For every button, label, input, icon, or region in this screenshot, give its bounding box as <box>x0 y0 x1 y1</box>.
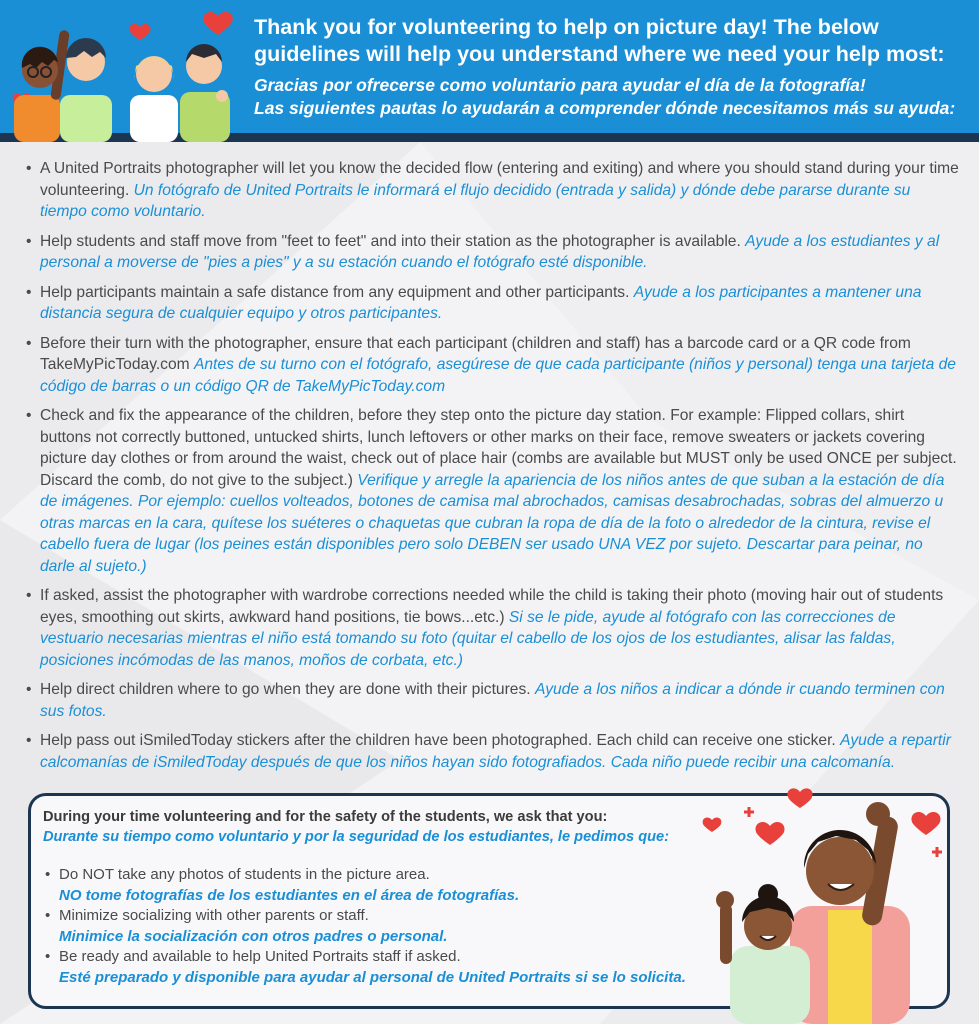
heart-icon <box>129 24 150 40</box>
safety-item-en: Be ready and available to help United Portraits staff if asked. <box>59 948 461 965</box>
guideline-en: Help students and staff move from "feet to feet" and into their station as the photographer is available. <box>40 232 741 250</box>
safety-box-title-spanish: Durante su tiempo como voluntario y por la seguridad de los estudiantes, le pedimos que: <box>43 829 670 845</box>
guideline-item <box>24 730 959 773</box>
guideline-es: Ayude a los niños a indicar a dónde ir cuando terminen con sus fotos. <box>40 681 945 720</box>
guideline-item <box>24 679 959 722</box>
safety-item-en: Minimize socializing with other parents or staff. <box>59 907 369 924</box>
guideline-es: Ayude a los estudiantes y al personal a moverse de "pies a pies" y a su estación cuando el fotógrafo esté disponible. <box>40 232 940 271</box>
waving-kids-illustration <box>690 776 979 1024</box>
volunteers-illustration <box>0 0 250 142</box>
guidelines-list <box>24 158 959 781</box>
safety-item <box>43 906 723 947</box>
guideline-es: Si se le pide, ayude al fotógrafo con las correcciones de vestuario necesarias mientras el niño está tomando su foto (quitar el cabello de los ojos de los estudiantes, alisar las faldas, posiciones incómodas de las manos, moños de corbata, etc.) <box>40 608 896 669</box>
guideline-es: Ayude a repartir calcomanías de iSmiledToday después de que los niños hayan sido fotografiados. Cada niño puede recibir una calcomanía. <box>40 732 951 771</box>
guideline-en: Help pass out iSmiledToday stickers after the children have been photographed. Each child can receive one sticker. <box>40 732 836 749</box>
heart-icon <box>203 12 233 35</box>
safety-box-title: During your time volunteering and for the safety of the students, we ask that you: <box>43 809 608 825</box>
safety-list <box>43 865 723 988</box>
safety-item <box>43 947 723 988</box>
safety-item-es: Minimice la socialización con otros padres o personal. <box>59 927 448 945</box>
guideline-item <box>24 158 959 223</box>
guideline-es: Verifique y arregle la apariencia de los niños antes de que suban a la estación de día de imágenes. Por ejemplo: cuellos volteados, botones de camisa mal abrochados, camisas desabrochadas, sobras del almuerzo u otras marcas en la cara, quítese los suéteres o chaquetas que cubran la ropa de día de la foto o alrededor de la cintura, revise el cabello fuera de lugar (los peines están disponibles pero solo DEBEN ser usado UNA VEZ por sujeto. Descartar para peinar, no darle al sujeto.) <box>40 471 945 575</box>
header-text <box>254 14 969 120</box>
guideline-item <box>24 333 959 398</box>
safety-item <box>43 865 723 906</box>
guideline-es: Ayude a los participantes a mantener una distancia segura de cualquier equipo y otros participantes. <box>40 283 922 322</box>
guideline-item <box>24 282 959 325</box>
guideline-item <box>24 585 959 671</box>
title-es-line1: Gracias por ofrecerse como voluntario para ayudar el día de la fotografía! <box>254 75 866 95</box>
safety-item-en: Do NOT take any photos of students in the picture area. <box>59 866 430 883</box>
guideline-item <box>24 405 959 577</box>
guideline-en: Help participants maintain a safe distance from any equipment and other participants. <box>40 283 630 301</box>
guideline-item <box>24 231 959 274</box>
page-title-spanish <box>254 74 969 120</box>
heart-icon <box>787 788 812 808</box>
guideline-en: Check and fix the appearance of the children, before they step onto the picture day station. For example: Flipped collars, shirt buttons not correctly buttoned, untucked shirts, lunch leftovers or other marks on their face, remove sweaters or jackets covering picture day clothes or from around the waist, check out of place hair (combs are available but MUST only be used ONCE per subject. Discard the comb, do not give to the subject.) <box>40 407 957 489</box>
guideline-es: Un fotógrafo de United Portraits le informará el flujo decidido (entrada y salida) y dónde debe pararse durante su tiempo como voluntario. <box>40 181 911 220</box>
guideline-en: Before their turn with the photographer, ensure that each participant (children and staff) has a barcode card or a QR code from TakeMyPicToday.com <box>40 334 911 373</box>
guideline-en: A United Portraits photographer will let you know the decided flow (entering and exiting) and where you should stand during your time volunteering. <box>40 160 959 199</box>
heart-icon <box>755 822 784 845</box>
heart-icon <box>703 817 722 832</box>
title-es-line2: Las siguientes pautas lo ayudarán a comprender dónde necesitamos más su ayuda: <box>254 98 956 118</box>
page-title: Thank you for volunteering to help on picture day! The below guidelines will help you understand where we need your help most: <box>254 15 945 66</box>
safety-item-es: NO tome fotografías de los estudiantes en el área de fotografías. <box>59 886 520 904</box>
safety-item-es: Esté preparado y disponible para ayudar al personal de United Portraits si se lo solicita. <box>59 968 686 986</box>
plus-sparkle-icon <box>932 847 942 857</box>
safety-box-content <box>43 807 723 988</box>
guideline-es: Antes de su turno con el fotógrafo, asegúrese de que cada participante (niños y personal) tenga una tarjeta de código de barras o un código QR de TakeMyPicToday.com <box>40 356 956 395</box>
guideline-en: If asked, assist the photographer with wardrobe corrections needed while the child is taking their photo (moving hair out of students eyes, smoothing out skirts, awkward hand positions, tie bows...etc.) <box>40 587 944 626</box>
guideline-en: Help direct children where to go when they are done with their pictures. <box>40 681 531 698</box>
heart-icon <box>911 812 940 835</box>
plus-sparkle-icon <box>744 807 754 817</box>
